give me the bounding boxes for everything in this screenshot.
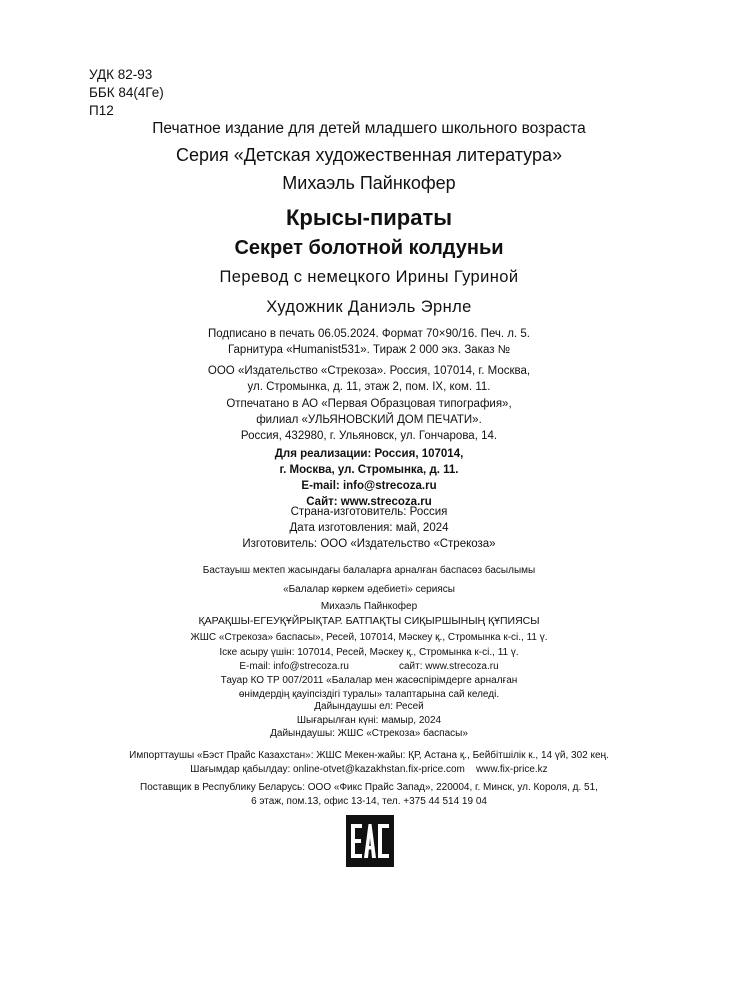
sales-line: г. Москва, ул. Стромынка, д. 11. — [279, 464, 459, 476]
translator-credit: Перевод с немецкого Ирины Гуриной — [219, 268, 519, 286]
eac-mark-icon — [346, 815, 394, 867]
kz-series: «Балалар көркем әдебиеті» сериясы — [283, 584, 455, 595]
classification-codes — [89, 66, 164, 120]
kz-maker — [0, 700, 738, 741]
kz-title: ҚАРАҚШЫ-ЕГЕУҚҰЙРЫҚТАР. БАТПАҚТЫ СИҚЫРШЫНЫҢ ҚҰПИЯСЫ — [198, 615, 540, 627]
illustrator-credit: Художник Даниэль Эрнле — [266, 298, 472, 316]
date-line: Дата изготовления: май, 2024 — [289, 522, 449, 534]
publisher-address — [0, 363, 738, 395]
manufacturer-info — [0, 504, 738, 552]
print-details-line: Гарнитура «Humanist531». Тираж 2 000 экз. Заказ № — [227, 344, 511, 356]
importer-info — [0, 749, 738, 776]
udk-code: УДК 82-93 — [89, 67, 153, 82]
kz-author: Михаэль Пайнкофер — [320, 601, 418, 612]
kz-publisher: ЖШС «Стрекоза» баспасы», Ресей, 107014, Мәскеу қ., Стромынка к-сі., 11 ү. — [190, 632, 548, 643]
edition-type: Печатное издание для детей младшего школьного возраста — [152, 120, 586, 137]
printer-line: Россия, 432980, г. Ульяновск, ул. Гончарова, 14. — [240, 430, 498, 442]
kz-maker-line: Дайындаушы ел: Ресей — [314, 701, 424, 712]
sales-email: E-mail: info@strecoza.ru — [301, 480, 437, 492]
kz-realize-line: Іске асыру үшін: 107014, Ресей, Мәскеу қ., Стромынка к-сі., 11 ү. — [219, 647, 519, 658]
kz-reg-line: өнімдердің қауіпсіздігі туралы» талаптарына сай келеді. — [238, 688, 500, 700]
printer-line: филиал «УЛЬЯНОВСКИЙ ДОМ ПЕЧАТИ». — [256, 414, 482, 426]
complaints-line: Шағымдар қабылдау: online-otvet@kazakhstan.fix-price.com www.fix-price.kz — [190, 763, 548, 775]
book-title: Крысы-пираты — [285, 205, 453, 230]
kz-realization — [0, 646, 738, 673]
sales-line: Для реализации: Россия, 107014, — [274, 448, 464, 460]
kz-maker-line: Дайындаушы: ЖШС «Стрекоза» баспасы» — [270, 728, 468, 739]
kz-regulation — [0, 674, 738, 701]
bbk-code: ББК 84(4Ге) — [89, 85, 164, 100]
kz-contacts-line: E-mail: info@strecoza.ru сайт: www.strecoza.ru — [239, 660, 499, 672]
kz-reg-line: Тауар КО ТР 007/2011 «Балалар мен жасөспірімдерге арналған — [220, 675, 518, 686]
publisher-line: ООО «Издательство «Стрекоза». Россия, 107014, г. Москва, — [207, 365, 531, 377]
belarus-line: 6 этаж, пом.13, офис 13-14, тел. +375 44 514 19 04 — [251, 795, 487, 807]
kz-title-block — [0, 614, 738, 645]
author-name: Михаэль Пайнкофер — [282, 173, 456, 193]
belarus-line: Поставщик в Республику Беларусь: ООО «Фикс Прайс Запад», 220004, г. Минск, ул. Короля, д. 51, — [140, 782, 598, 793]
kz-edition-type: Бастауыш мектеп жасындағы балаларға арналған баспасөз басылымы — [202, 565, 536, 576]
maker-line: Изготовитель: ООО «Издательство «Стрекоза» — [242, 538, 496, 550]
sales-info — [0, 446, 738, 510]
country-line: Страна-изготовитель: Россия — [290, 506, 448, 518]
printer-line: Отпечатано в АО «Первая Образцовая типография», — [226, 398, 512, 410]
author-sign: П12 — [89, 103, 114, 118]
publisher-line: ул. Стромынка, д. 11, этаж 2, пом. IX, ком. 11. — [247, 381, 491, 393]
belarus-supplier — [0, 781, 738, 808]
importer-line: Импорттаушы «Бэст Прайс Казахстан»: ЖШС Мекен-жайы: ҚР, Астана қ., Бейбітшілік к., 14 үй, 302 кең. — [129, 750, 609, 761]
print-details-line: Подписано в печать 06.05.2024. Формат 70×90/16. Печ. л. 5. — [207, 328, 530, 340]
kz-maker-line: Шығарылған күні: мамыр, 2024 — [296, 714, 442, 726]
printer-info — [0, 396, 738, 444]
series-name: Серия «Детская художественная литература» — [175, 145, 563, 165]
sales-site: Сайт: www.strecoza.ru — [306, 496, 432, 508]
book-subtitle: Секрет болотной колдуньи — [234, 237, 504, 259]
print-details — [0, 326, 738, 358]
